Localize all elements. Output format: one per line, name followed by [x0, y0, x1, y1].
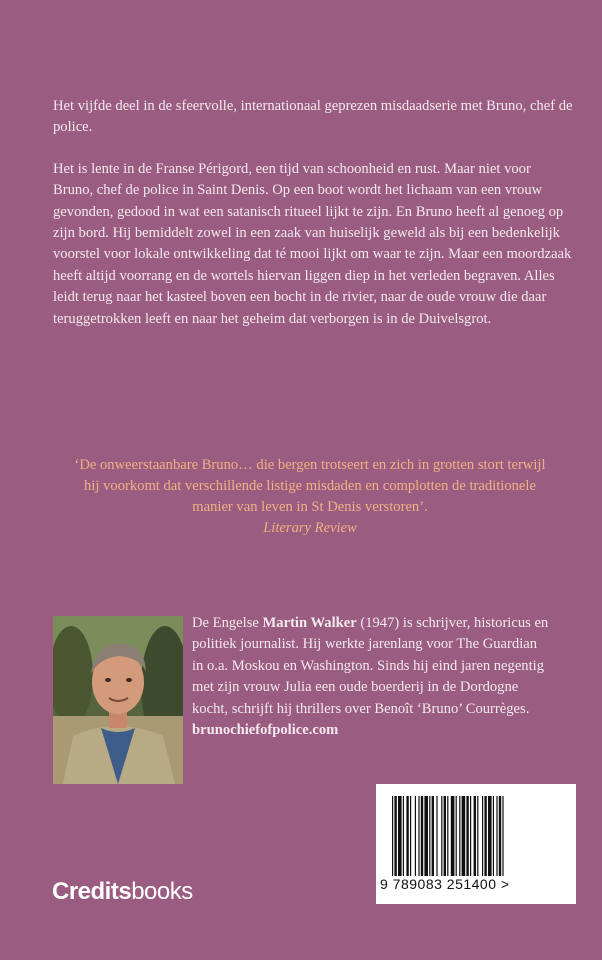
barcode-bar: [456, 796, 457, 876]
blurb-intro: Het vijfde deel in de sfeervolle, internationaal geprezen misdaadserie met Bruno, chef de police.: [53, 98, 573, 136]
quote-text: ‘De onweerstaanbare Bruno… die bergen trotseert en zich in grotten stort terwijl hij voorkomt dat verschillende listige misdaden en complotten de traditionele manier van leven in St Denis verstoren’.: [74, 457, 546, 515]
barcode-bar: [398, 796, 402, 876]
barcode-bar: [482, 796, 483, 876]
barcode-bar: [403, 796, 404, 876]
author-bio-text: (1947) is schrijver, historicus en politiek journalist. Hij werkte jarenlang voor The Guardian in o.a. Moskou en Washington. Sinds hij eind jaren negentig met zijn vrouw Julia een oude boerderij in de Dordogne kocht, schrijft hij thrillers over Benoît ‘Bruno’ Courrèges.: [192, 615, 549, 717]
isbn-barcode: [376, 784, 576, 904]
barcode-bar: [488, 796, 492, 876]
author-website: brunochiefofpolice.com: [192, 722, 339, 739]
barcode-bar: [462, 796, 466, 876]
barcode-bar: [436, 796, 437, 876]
publisher-logo-bold: Credits: [52, 878, 132, 905]
barcode-bar: [424, 796, 428, 876]
barcode-bar: [499, 796, 501, 876]
author-photo: [53, 616, 183, 784]
barcode-bar: [502, 796, 503, 876]
author-bio-prefix: De Engelse: [192, 615, 263, 631]
barcode-bar: [474, 796, 476, 876]
barcode-bars: [392, 796, 560, 876]
barcode-bar: [496, 796, 497, 876]
barcode-bar: [410, 796, 411, 876]
barcode-bar: [466, 796, 468, 876]
barcode-bar: [394, 796, 396, 876]
review-quote: [70, 455, 550, 539]
barcode-bar: [406, 796, 408, 876]
barcode-bar: [441, 796, 442, 876]
barcode-bar: [451, 796, 455, 876]
barcode-bar: [493, 796, 494, 876]
blurb-body: Het is lente in de Franse Périgord, een tijd van schoonheid en rust. Maar niet voor Bruno, chef de police in Saint Denis. Op een boot wordt het lichaam van een vrouw gevonden, gedood in wat een satanisch ritueel lijkt te zijn. En Bruno heeft al genoeg op zijn bord. Hij bemiddelt zowel in een zaak van huiselijk geweld als bij een bedenkelijk voorstel voor lokale ontwikkeling dat té mooi lijkt om waar te zijn. Maar een moordzaak heeft altijd voorrang en de wortels hiervan liggen diep in het verleden begraven. Alles leidt terug naar het kasteel boven een bocht in de rivier, naar de oude vrouw die daar teruggetrokken leeft en naar het geheim dat verborgen is in de Duivelsgrot.: [53, 160, 572, 327]
publisher-logo: [52, 878, 193, 906]
author-portrait-image: [53, 616, 183, 784]
isbn-number: 9 789083 251400 >: [380, 876, 510, 892]
barcode-bar: [444, 796, 446, 876]
barcode-bar: [459, 796, 460, 876]
barcode-bar: [477, 796, 478, 876]
barcode-bar: [429, 796, 430, 876]
author-name: Martin Walker: [262, 615, 357, 631]
publisher-logo-light: books: [131, 878, 193, 905]
author-bio: [192, 613, 552, 741]
barcode-bar: [421, 796, 423, 876]
barcode-bar: [484, 796, 486, 876]
back-cover-blurb: [53, 96, 573, 350]
barcode-bar: [447, 796, 448, 876]
barcode-bar: [432, 796, 434, 876]
barcode-bar: [418, 796, 419, 876]
barcode-bar: [470, 796, 471, 876]
barcode-bar: [392, 796, 393, 876]
barcode-bar: [415, 796, 416, 876]
quote-source: Literary Review: [263, 520, 357, 536]
